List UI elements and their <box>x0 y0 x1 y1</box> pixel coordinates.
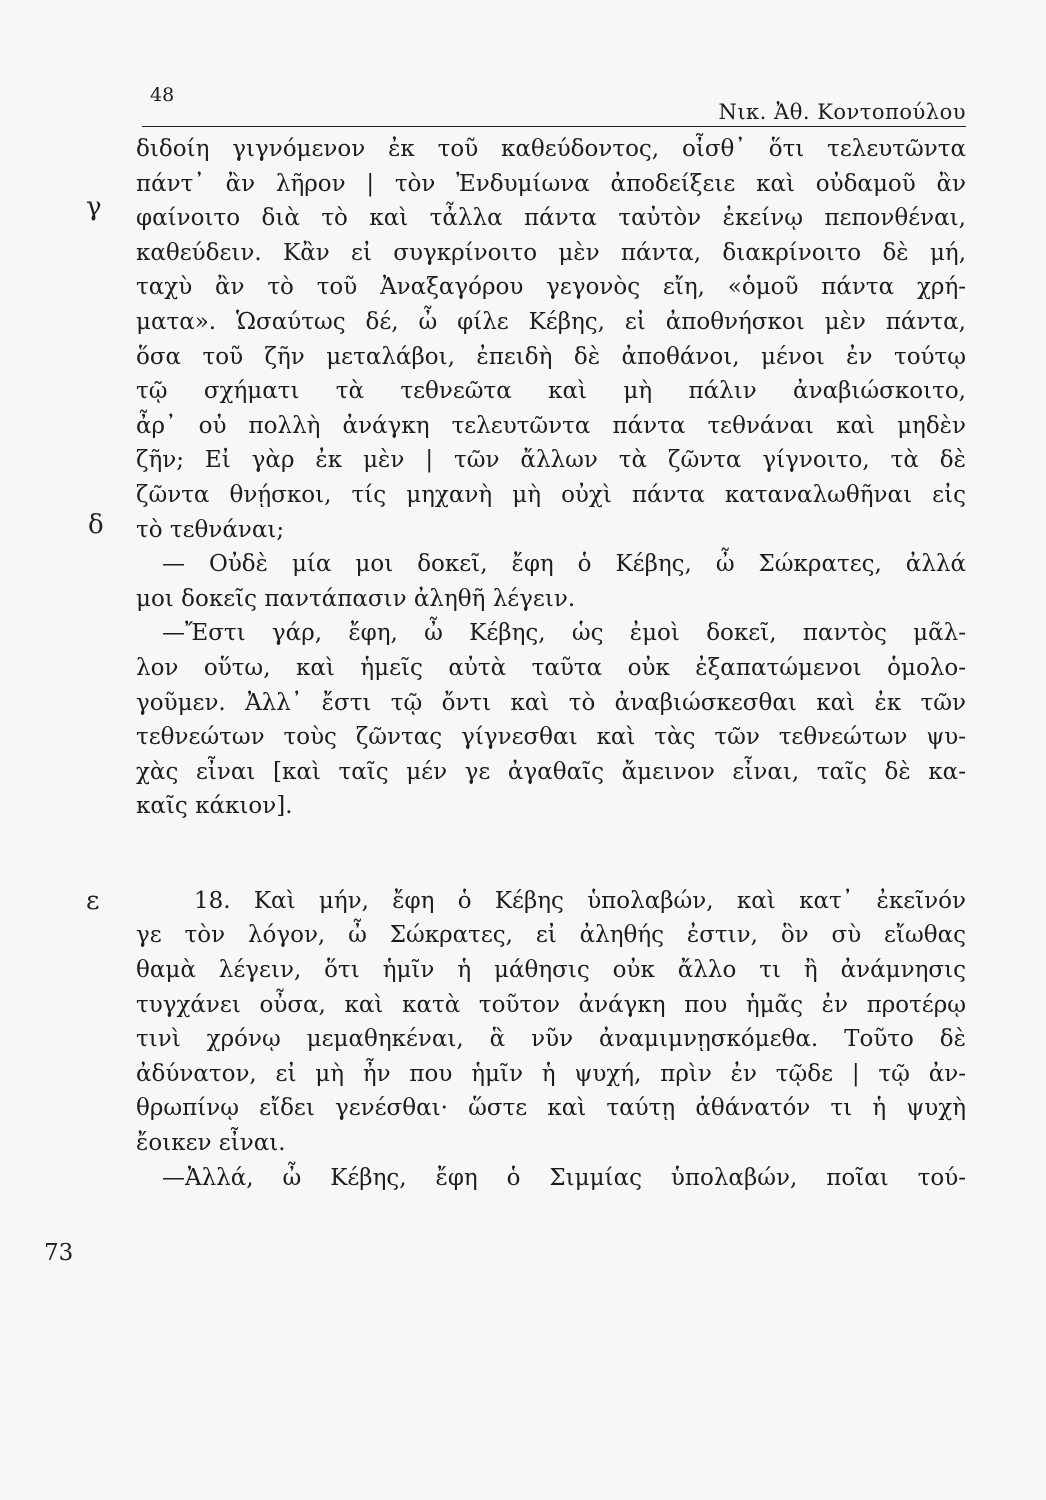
text-line: χὰς εἶναι [καὶ ταῖς μέν γε ἀγαθαῖς ἄμεινον εἶναι, ταῖς δὲ κα- <box>136 758 966 785</box>
text-line: θαμὰ λέγειν, ὅτι ἡμῖν ἡ μάθησις οὐκ ἄλλο τι ἢ ἀνάμνησις <box>136 957 966 984</box>
paragraph-5 <box>136 1161 966 1196</box>
text-line: γε τὸν λόγον, ὦ Σώκρατες, εἰ ἀληθής ἐστιν, ὃν σὺ εἴωθας <box>136 922 966 949</box>
text-line: 18. Καὶ μήν, ἔφη ὁ Κέβης ὑπολαβών, καὶ κατ᾽ ἐκεῖνόν <box>194 887 966 914</box>
paragraph-4 <box>136 884 966 1161</box>
text-line: ματα». Ὡσαύτως δέ, ὦ φίλε Κέβης, εἰ ἀποθνήσκοι μὲν πάντα, <box>136 308 966 335</box>
text-line: καθεύδειν. Κἂν εἰ συγκρίνοιτο μὲν πάντα, διακρίνοιτο δὲ μή, <box>136 239 966 266</box>
running-head: Νικ. Ἀθ. Κοντοπούλου <box>718 100 966 124</box>
text-line: ὅσα τοῦ ζῆν μεταλάβοι, ἐπειδὴ δὲ ἀποθάνοι, μένοι ἐν τούτῳ <box>136 343 966 370</box>
text-line: τὸ τεθνάναι; <box>136 516 285 543</box>
text-line: ταχὺ ἂν τὸ τοῦ Ἀναξαγόρου γεγονὸς εἴη, «ὁμοῦ πάντα χρή- <box>136 274 966 301</box>
text-line: τῷ σχήματι τὰ τεθνεῶτα καὶ μὴ πάλιν ἀναβιώσκοιτο, <box>136 378 966 405</box>
page-number: 48 <box>150 84 175 106</box>
text-line: θρωπίνῳ εἴδει γενέσθαι· ὥστε καὶ ταύτῃ ἀθάνατόν τι ἡ ψυχὴ <box>136 1095 966 1122</box>
paragraph-1 <box>136 132 966 547</box>
text-line: τεθνεώτων τοὺς ζῶντας γίγνεσθαι καὶ τὰς τῶν τεθνεώτων ψυ- <box>136 724 966 751</box>
text-line: ζῆν; Εἰ γὰρ ἐκ μὲν | τῶν ἄλλων τὰ ζῶντα γίγνοιτο, τὰ δὲ <box>136 447 966 474</box>
text-line: γοῦμεν. Ἀλλ᾽ ἔστι τῷ ὄντι καὶ τὸ ἀναβιώσκεσθαι καὶ ἐκ τῶν <box>136 689 966 716</box>
text-line: —Ἔστι γάρ, ἔφη, ὦ Κέβης, ὡς ἐμοὶ δοκεῖ, παντὸς μᾶλ- <box>162 620 966 647</box>
text-line: ἆρ᾽ οὐ πολλὴ ἀνάγκη τελευτῶντα πάντα τεθνάναι καὶ μηδὲν <box>136 412 966 439</box>
margin-section-epsilon: ε <box>86 886 100 916</box>
text-line: λον οὕτω, καὶ ἡμεῖς αὐτὰ ταῦτα οὐκ ἐξαπατώμενοι ὁμολο- <box>136 654 966 681</box>
text-line: καῖς κάκιον]. <box>136 793 293 820</box>
paragraph-3 <box>136 616 966 824</box>
main-text <box>136 132 966 1195</box>
paragraph-2 <box>136 547 966 616</box>
margin-section-gamma: γ <box>86 192 102 222</box>
margin-stephanus-number: 73 <box>44 1240 74 1266</box>
text-line: πάντ᾽ ἂν λῆρον | τὸν Ἐνδυμίωνα ἀποδείξειε καὶ οὐδαμοῦ ἂν <box>136 170 966 197</box>
text-line: —Ἀλλά, ὦ Κέβης, ἔφη ὁ Σιμμίας ὑπολαβών, ποῖαι τού- <box>162 1164 966 1191</box>
text-line: ἔοικεν εἶναι. <box>136 1130 286 1157</box>
text-line: φαίνοιτο διὰ τὸ καὶ τἆλλα πάντα ταὐτὸν ἐκείνῳ πεπονθέναι, <box>136 205 966 232</box>
text-line: τυγχάνει οὖσα, καὶ κατὰ τοῦτον ἀνάγκη που ἡμᾶς ἐν προτέρῳ <box>136 991 966 1018</box>
text-line: διδοίη γιγνόμενον ἐκ τοῦ καθεύδοντος, οἶσθ᾽ ὅτι τελευτῶντα <box>136 136 966 162</box>
text-line: τινὶ χρόνῳ μεμαθηκέναι, ἃ νῦν ἀναμιμνῃσκόμεθα. Τοῦτο δὲ <box>136 1026 966 1053</box>
section-gap <box>136 824 966 884</box>
text-line: μοι δοκεῖς παντάπασιν ἀληθῆ λέγειν. <box>136 585 576 612</box>
text-line: ζῶντα θνῄσκοι, τίς μηχανὴ μὴ οὐχὶ πάντα καταναλωθῆναι εἰς <box>136 481 966 508</box>
page-header <box>142 84 966 127</box>
margin-section-delta: δ <box>88 510 104 540</box>
text-line: — Οὐδὲ μία μοι δοκεῖ, ἔφη ὁ Κέβης, ὦ Σώκρατες, ἀλλά <box>162 551 966 578</box>
text-line: ἀδύνατον, εἰ μὴ ἦν που ἡμῖν ἡ ψυχή, πρὶν ἐν τῷδε | τῷ ἀν- <box>136 1060 966 1087</box>
